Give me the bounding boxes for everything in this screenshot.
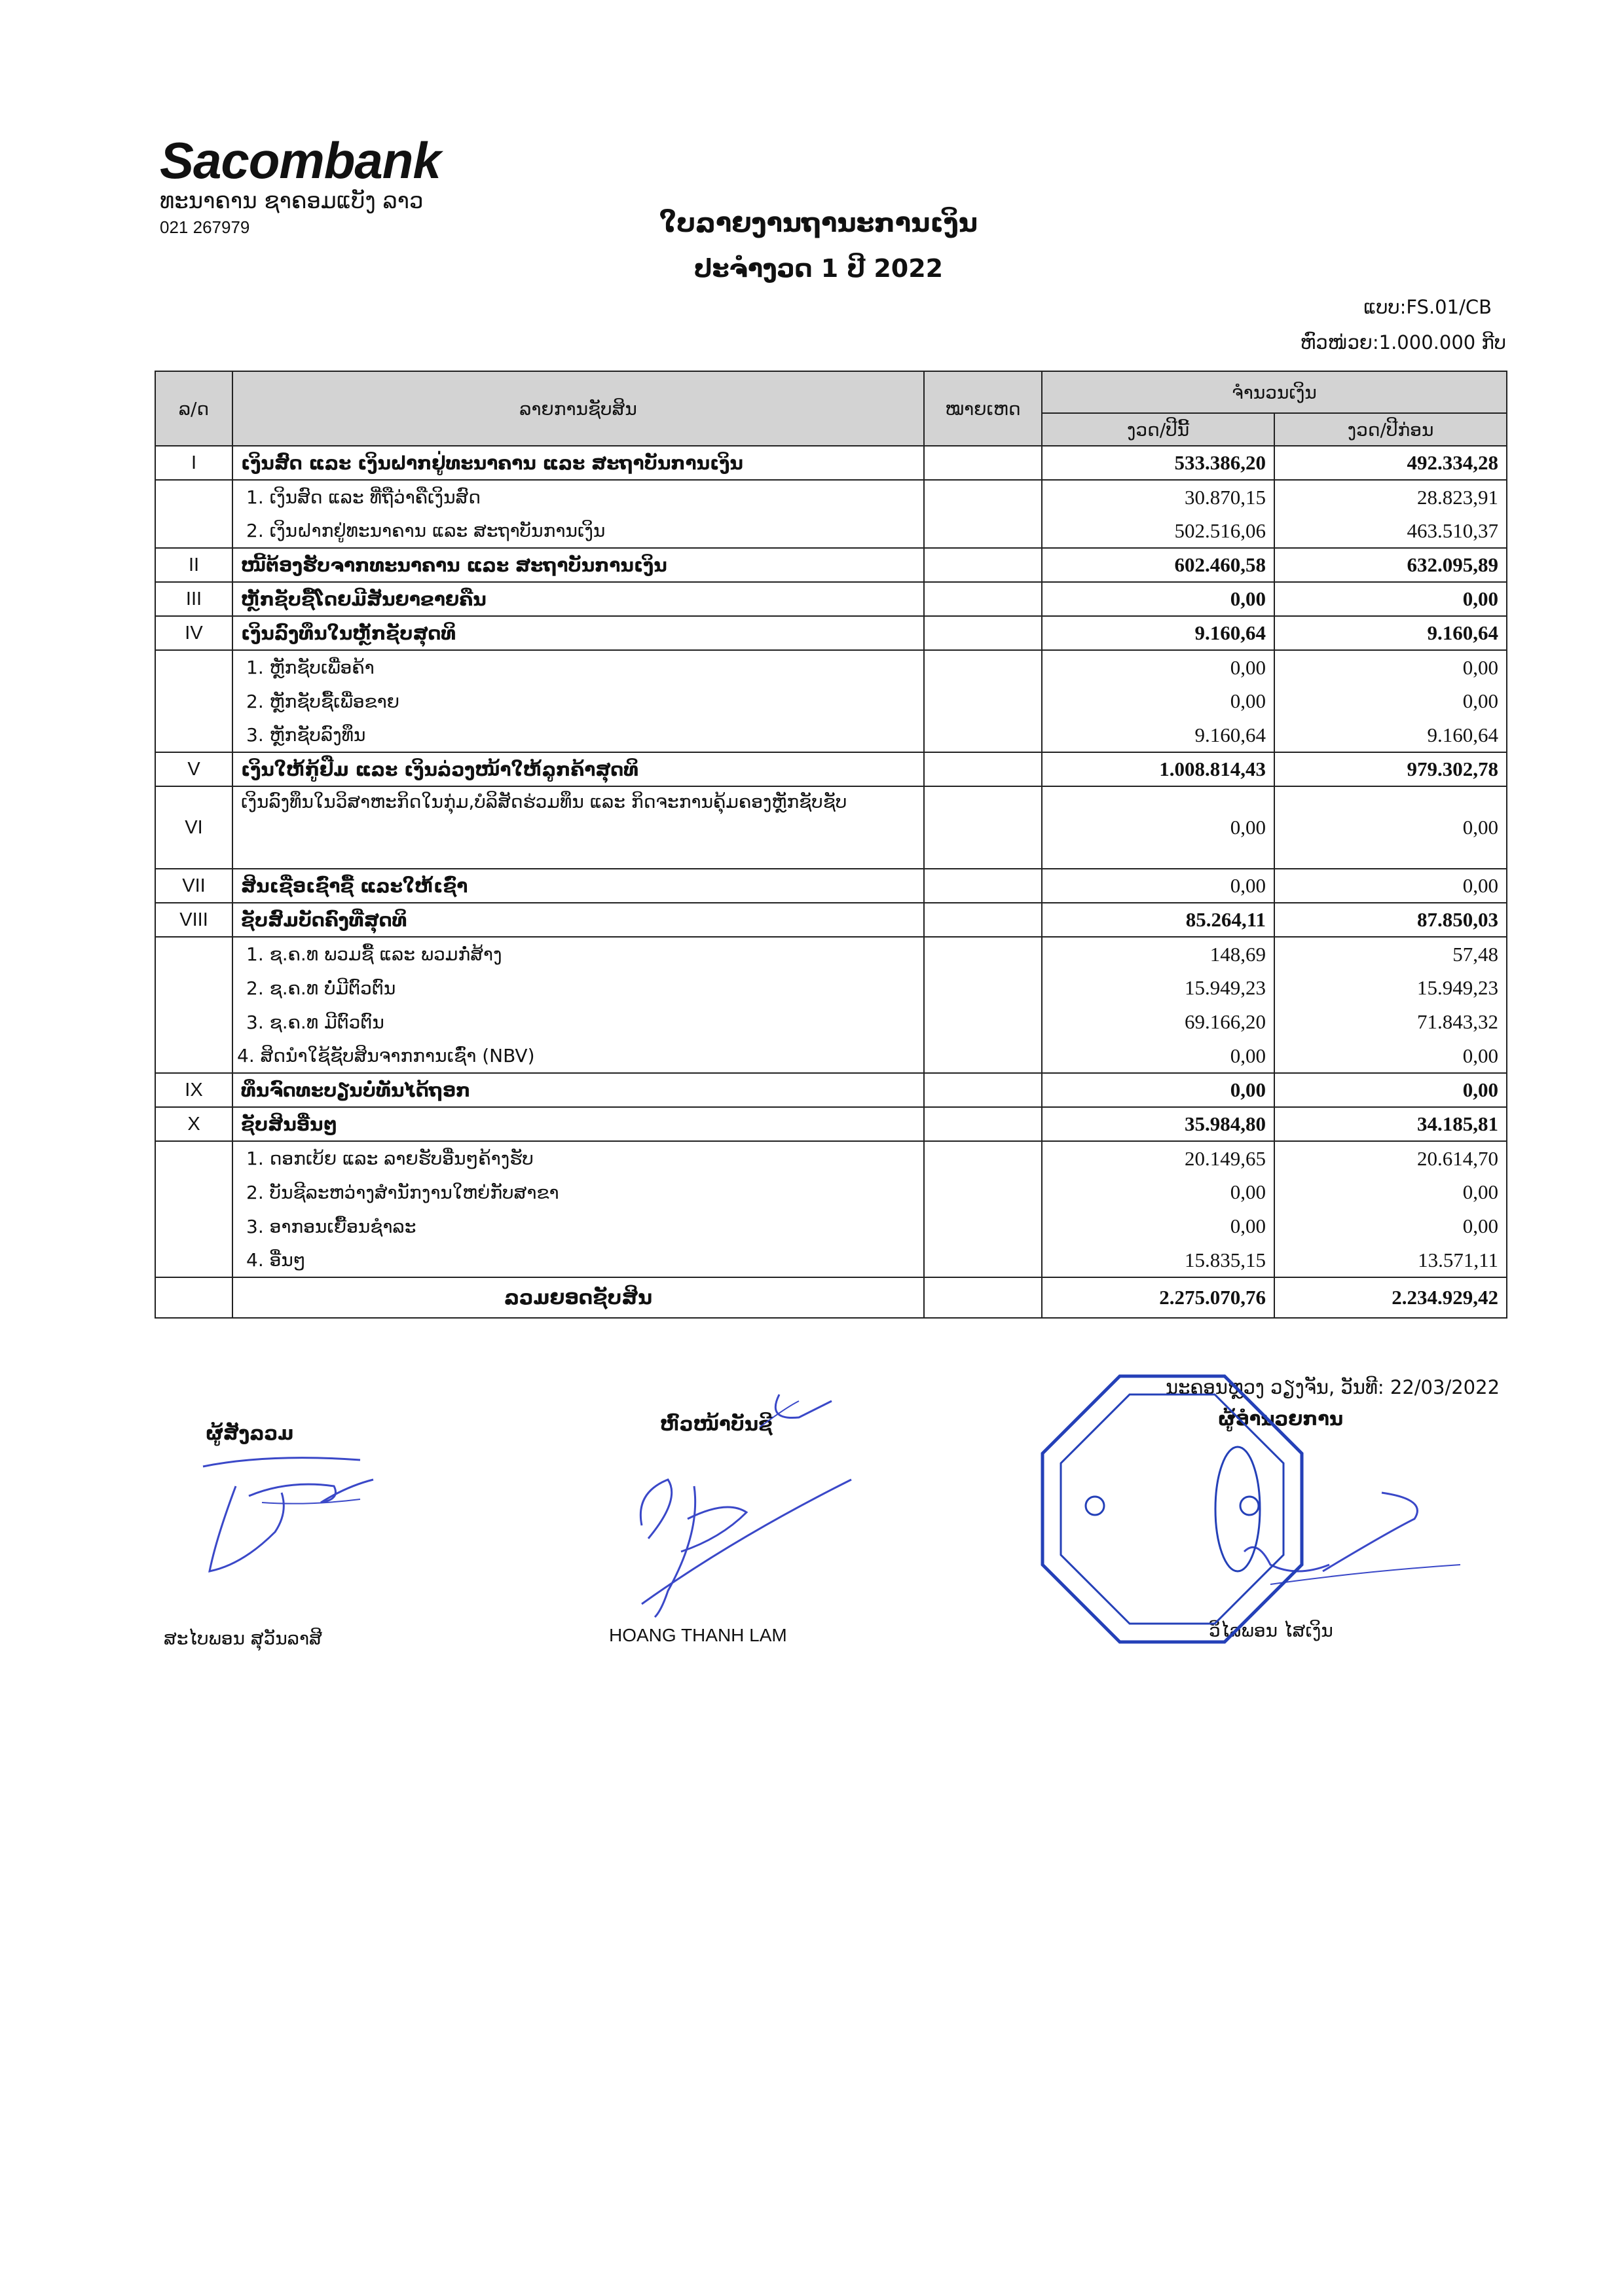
- table-row: [155, 582, 1507, 616]
- preparer-name: ສະໄບພອນ ສຸວັນລາສີ: [164, 1628, 322, 1649]
- row-previous: 0,00: [1274, 786, 1507, 869]
- row-label: 2. ຫຼັກຊັບຊື້ເພື່ອຂາຍ: [232, 684, 924, 718]
- row-note: [924, 582, 1042, 616]
- row-previous: 0,00: [1274, 582, 1507, 616]
- row-previous: 0,00: [1274, 650, 1507, 684]
- row-code: III: [155, 582, 232, 616]
- row-previous: 9.160,64: [1274, 616, 1507, 650]
- row-note: [924, 1005, 1042, 1039]
- table-row: [155, 752, 1507, 786]
- table-row: [155, 1209, 1507, 1243]
- row-label: 1. ເງິນສົດ ແລະ ທີ່ຖືວ່າຄືເງິນສົດ: [232, 480, 924, 514]
- bank-name: Sacombank: [160, 132, 441, 189]
- row-code: [155, 480, 232, 514]
- table-row: [155, 480, 1507, 514]
- row-code: [155, 684, 232, 718]
- row-code: [155, 1005, 232, 1039]
- row-label: 1. ຫຼັກຊັບເພື່ອຄ້າ: [232, 650, 924, 684]
- row-current: 0,00: [1042, 1039, 1274, 1073]
- row-code: I: [155, 446, 232, 480]
- row-previous: 87.850,03: [1274, 903, 1507, 937]
- row-label: ສິນເຊື່ອເຊົ່າຊື້ ແລະໃຫ້ເຊົ່າ: [232, 869, 924, 903]
- row-label: ຊັບສົມບັດຄົງທີ່ສຸດທິ: [232, 903, 924, 937]
- row-previous: 15.949,23: [1274, 971, 1507, 1005]
- row-current: 0,00: [1042, 582, 1274, 616]
- row-code: V: [155, 752, 232, 786]
- row-note: [924, 514, 1042, 548]
- table-row: [155, 869, 1507, 903]
- bank-name-lao: ທະນາຄານ ຊາຄອມແບັງ ລາວ: [160, 188, 424, 214]
- row-code: [155, 1039, 232, 1073]
- row-label: ຫຼັກຊັບຊື້ໂດຍມີສັນຍາຂາຍຄືນ: [232, 582, 924, 616]
- star-icon: [1086, 1497, 1104, 1515]
- row-label: ເງິນລົງທຶນໃນວິສາຫະກິດໃນກຸ່ມ,ບໍລິສັດຮ່ວມທຶນ ແລະ ກິດຈະການຄຸ້ມຄອງຫຼັກຊັບຊັບ: [232, 786, 924, 869]
- row-previous: 979.302,78: [1274, 752, 1507, 786]
- row-note: [924, 1039, 1042, 1073]
- row-previous: 34.185,81: [1274, 1107, 1507, 1141]
- star-icon: [1240, 1497, 1259, 1515]
- row-current: 602.460,58: [1042, 548, 1274, 582]
- row-code: [155, 1141, 232, 1175]
- row-current: 533.386,20: [1042, 446, 1274, 480]
- row-previous: 28.823,91: [1274, 480, 1507, 514]
- row-label: 1. ດອກເບ້ຍ ແລະ ລາຍຮັບອື່ນໆຄ້າງຮັບ: [232, 1141, 924, 1175]
- header-current: ງວດ/ປີນີ້: [1042, 413, 1274, 446]
- row-previous: 0,00: [1274, 1209, 1507, 1243]
- table-row: [155, 514, 1507, 548]
- header-note: ໝາຍເຫດ: [924, 371, 1042, 446]
- row-code: VII: [155, 869, 232, 903]
- row-label: ເງິນລົງທຶນໃນຫຼັກຊັບສຸດທິ: [232, 616, 924, 650]
- row-code: VI: [155, 786, 232, 869]
- row-previous: 632.095,89: [1274, 548, 1507, 582]
- row-current: 0,00: [1042, 1209, 1274, 1243]
- row-code: X: [155, 1107, 232, 1141]
- table-row: [155, 903, 1507, 937]
- row-current: 15.949,23: [1042, 971, 1274, 1005]
- row-note: [924, 1243, 1042, 1277]
- row-label: ເງິນໃຫ້ກູ້ຢືມ ແລະ ເງິນລ່ວງໜ້າໃຫ້ລູກຄ້າສຸດທິ: [232, 752, 924, 786]
- table-row: [155, 971, 1507, 1005]
- header-no: ລ/ດ: [155, 371, 232, 446]
- row-code: [155, 1209, 232, 1243]
- table-row: [155, 1243, 1507, 1277]
- row-note: [924, 971, 1042, 1005]
- row-current: 0,00: [1042, 684, 1274, 718]
- row-previous: 71.843,32: [1274, 1005, 1507, 1039]
- table-row: [155, 1141, 1507, 1175]
- row-label: 3. ອາກອນເຍື້ອນຊຳລະ: [232, 1209, 924, 1243]
- row-previous: 0,00: [1274, 869, 1507, 903]
- phone-number: 021 267979: [160, 217, 250, 237]
- row-note: [924, 1073, 1042, 1107]
- header-amount: ຈຳນວນເງິນ: [1042, 371, 1507, 413]
- table-row: [155, 548, 1507, 582]
- row-current: 85.264,11: [1042, 903, 1274, 937]
- row-label: 4. ອື່ນໆ: [232, 1243, 924, 1277]
- row-current: 35.984,80: [1042, 1107, 1274, 1141]
- row-label: ເງິນສົດ ແລະ ເງິນຝາກຢູ່ທະນາຄານ ແລະ ສະຖາບັນການເງິນ: [232, 446, 924, 480]
- row-note: [924, 1107, 1042, 1141]
- total-note: [924, 1277, 1042, 1318]
- row-note: [924, 937, 1042, 971]
- row-code: [155, 937, 232, 971]
- row-note: [924, 446, 1042, 480]
- table-row: [155, 937, 1507, 971]
- row-label: 2. ບັນຊີລະຫວ່າງສຳນັກງານໃຫຍ່ກັບສາຂາ: [232, 1175, 924, 1209]
- row-note: [924, 786, 1042, 869]
- row-note: [924, 903, 1042, 937]
- row-code: II: [155, 548, 232, 582]
- total-code: [155, 1277, 232, 1318]
- accountant-signature: [602, 1381, 877, 1630]
- row-note: [924, 1209, 1042, 1243]
- row-note: [924, 548, 1042, 582]
- row-code: [155, 971, 232, 1005]
- row-current: 9.160,64: [1042, 718, 1274, 752]
- header-previous: ງວດ/ປີກ່ອນ: [1274, 413, 1507, 446]
- table-row: [155, 1175, 1507, 1209]
- row-note: [924, 616, 1042, 650]
- row-code: [155, 650, 232, 684]
- table-row: [155, 684, 1507, 718]
- director-name: ວິໄລພອນ ໄສເງິນ: [1209, 1620, 1333, 1641]
- row-code: [155, 1175, 232, 1209]
- preparer-signature: [190, 1440, 399, 1597]
- row-note: [924, 1141, 1042, 1175]
- row-note: [924, 1175, 1042, 1209]
- row-label: 1. ຊ.ຄ.ທ ພວມຊື້ ແລະ ພວມກໍ່ສ້າງ: [232, 937, 924, 971]
- table-row: [155, 1107, 1507, 1141]
- row-label: 2. ເງິນຝາກຢູ່ທະນາຄານ ແລະ ສະຖາບັນການເງິນ: [232, 514, 924, 548]
- row-code: [155, 718, 232, 752]
- total-row: [155, 1277, 1507, 1318]
- row-current: 502.516,06: [1042, 514, 1274, 548]
- table-row: [155, 1005, 1507, 1039]
- accountant-name: HOANG THANH LAM: [609, 1625, 787, 1645]
- currency-unit: ຫົວໜ່ວຍ:1.000.000 ກີບ: [1300, 331, 1506, 354]
- row-current: 0,00: [1042, 869, 1274, 903]
- row-previous: 20.614,70: [1274, 1141, 1507, 1175]
- row-current: 69.166,20: [1042, 1005, 1274, 1039]
- row-current: 0,00: [1042, 786, 1274, 869]
- row-note: [924, 480, 1042, 514]
- table-row: [155, 616, 1507, 650]
- total-current: 2.275.070,76: [1042, 1277, 1274, 1318]
- place-date: ນະຄອນຫຼວງ ວຽງຈັນ, ວັນທີ: 22/03/2022: [1166, 1376, 1500, 1398]
- row-current: 9.160,64: [1042, 616, 1274, 650]
- row-current: 15.835,15: [1042, 1243, 1274, 1277]
- row-previous: 0,00: [1274, 1175, 1507, 1209]
- row-current: 20.149,65: [1042, 1141, 1274, 1175]
- row-previous: 9.160,64: [1274, 718, 1507, 752]
- row-label: ທຶນຈົດທະບຽນບໍ່ທັນໄດ້ຖອກ: [232, 1073, 924, 1107]
- report-title: ໃບລາຍງານຖານະການເງິນ: [659, 208, 978, 238]
- row-previous: 13.571,11: [1274, 1243, 1507, 1277]
- row-code: [155, 514, 232, 548]
- accountant-title: ຫົວໜ້າບັນຊີ: [660, 1413, 773, 1435]
- row-current: 0,00: [1042, 1073, 1274, 1107]
- bank-logo: [160, 134, 526, 214]
- row-current: 30.870,15: [1042, 480, 1274, 514]
- table-row: [155, 1073, 1507, 1107]
- row-note: [924, 684, 1042, 718]
- table-row: [155, 650, 1507, 684]
- table-row: [155, 446, 1507, 480]
- row-note: [924, 869, 1042, 903]
- row-current: 1.008.814,43: [1042, 752, 1274, 786]
- row-label: 4. ສິດນຳໃຊ້ຊັບສິນຈາກການເຊົ່າ (NBV): [232, 1039, 924, 1073]
- row-code: [155, 1243, 232, 1277]
- row-code: IV: [155, 616, 232, 650]
- row-note: [924, 752, 1042, 786]
- row-label: 3. ຊ.ຄ.ທ ມີຕົວຕົນ: [232, 1005, 924, 1039]
- row-previous: 492.334,28: [1274, 446, 1507, 480]
- row-current: 0,00: [1042, 650, 1274, 684]
- total-label: ລວມຍອດຊັບສິນ: [232, 1277, 924, 1318]
- director-title: ຜູ້ອຳນວຍການ: [1218, 1408, 1344, 1430]
- table-body: [155, 446, 1507, 1318]
- official-stamp: [1035, 1368, 1310, 1650]
- header-item: ລາຍການຊັບສິນ: [232, 371, 924, 446]
- table-row: [155, 718, 1507, 752]
- table-row: [155, 1039, 1507, 1073]
- table-row: [155, 786, 1507, 869]
- row-previous: 463.510,37: [1274, 514, 1507, 548]
- row-current: 148,69: [1042, 937, 1274, 971]
- row-label: 3. ຫຼັກຊັບລົງທຶນ: [232, 718, 924, 752]
- total-previous: 2.234.929,42: [1274, 1277, 1507, 1318]
- row-label: ໜີ້ຕ້ອງຮັບຈາກທະນາຄານ ແລະ ສະຖາບັນການເງິນ: [232, 548, 924, 582]
- report-period: ປະຈຳງວດ 1 ປີ 2022: [693, 254, 944, 283]
- row-previous: 0,00: [1274, 684, 1507, 718]
- row-note: [924, 650, 1042, 684]
- row-previous: 57,48: [1274, 937, 1507, 971]
- row-label: ຊັບສິນອື່ນໆ: [232, 1107, 924, 1141]
- form-code: ແບບ:FS.01/CB: [1363, 296, 1492, 318]
- row-current: 0,00: [1042, 1175, 1274, 1209]
- balance-sheet-table: [155, 371, 1507, 1319]
- row-previous: 0,00: [1274, 1073, 1507, 1107]
- row-previous: 0,00: [1274, 1039, 1507, 1073]
- row-note: [924, 718, 1042, 752]
- row-code: IX: [155, 1073, 232, 1107]
- preparer-title: ຜູ້ສັງລວມ: [206, 1422, 294, 1444]
- row-label: 2. ຊ.ຄ.ທ ບໍ່ມີຕົວຕົນ: [232, 971, 924, 1005]
- row-code: VIII: [155, 903, 232, 937]
